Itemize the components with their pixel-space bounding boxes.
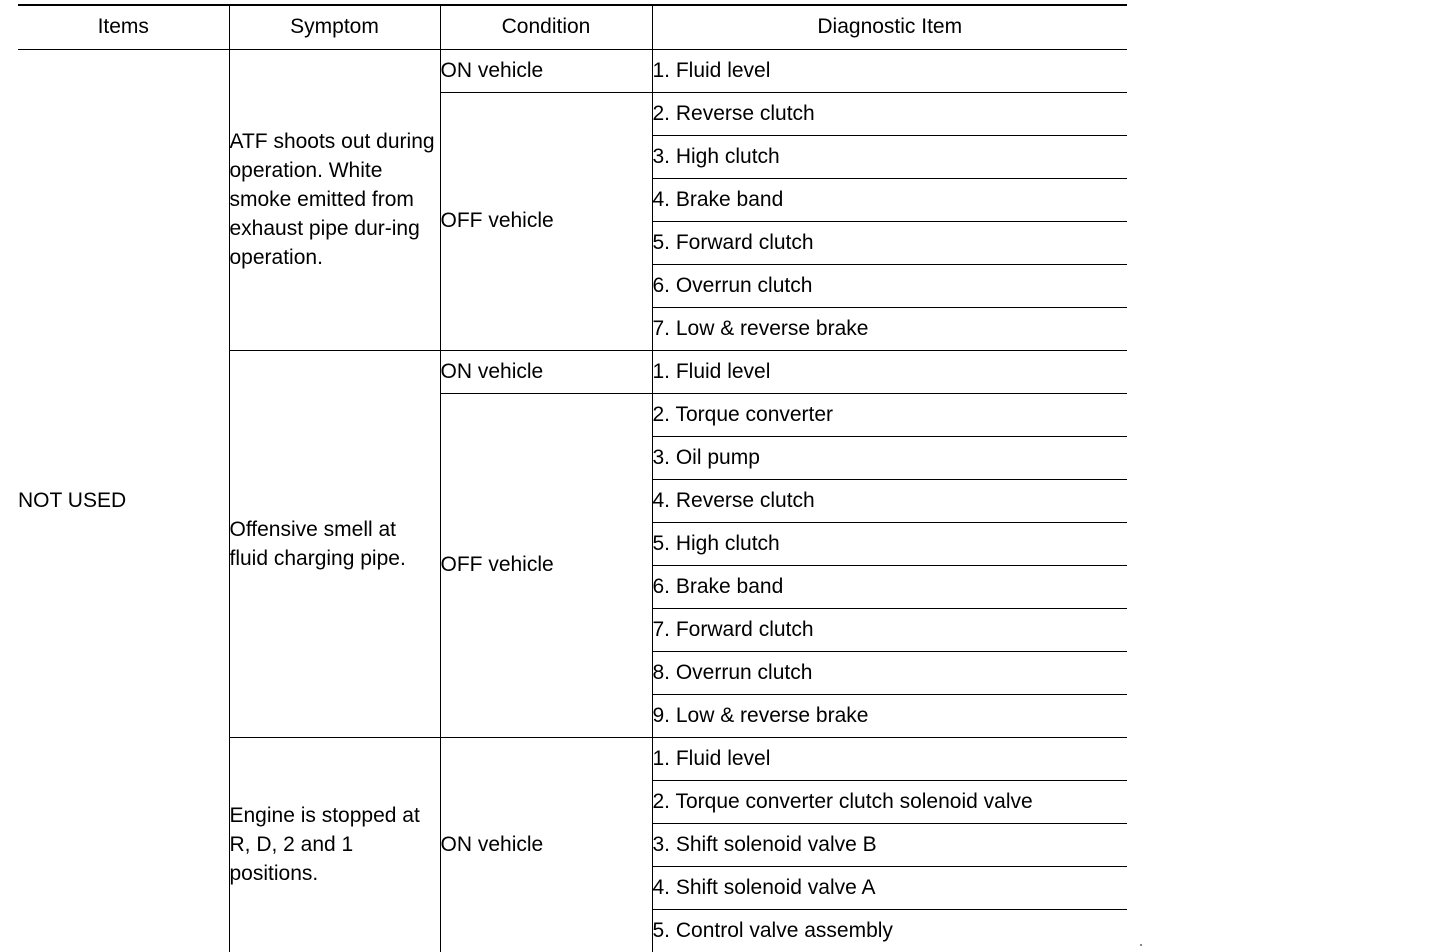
diagnostic-item-cell: 3. Shift solenoid valve B [652,823,1127,866]
header-symptom: Symptom [229,5,440,49]
symptom-cell: Offensive smell at fluid charging pipe. [229,350,440,737]
diagnostic-item-cell: 5. High clutch [652,522,1127,565]
table-row [18,49,1127,92]
diagnostic-item-cell: 6. Brake band [652,565,1127,608]
diagnostic-item-cell: 1. Fluid level [652,737,1127,780]
diagnostic-item-cell: 6. Overrun clutch [652,264,1127,307]
diagnostic-item-cell: 4. Brake band [652,178,1127,221]
diagnostic-item-cell: 2. Torque converter clutch solenoid valve [652,780,1127,823]
condition-cell: ON vehicle [440,49,652,92]
diagnostic-item-cell: 1. Fluid level [652,350,1127,393]
header-diagnostic-item: Diagnostic Item [652,5,1127,49]
condition-cell: ON vehicle [440,737,652,952]
symptom-cell: ATF shoots out during operation. White smoke emitted from exhaust pipe dur-ing operation. [229,49,440,350]
diagnostic-item-cell: 3. High clutch [652,135,1127,178]
diagnostic-item-cell: 3. Oil pump [652,436,1127,479]
diagnostic-item-cell: 4. Reverse clutch [652,479,1127,522]
diagnostic-item-cell: 5. Forward clutch [652,221,1127,264]
condition-cell: OFF vehicle [440,393,652,737]
items-cell: NOT USED [18,488,127,512]
diagnostic-table [18,4,1127,952]
condition-cell: OFF vehicle [440,92,652,350]
diagnostic-item-cell: 1. Fluid level [652,49,1127,92]
diagnostic-item-cell: 5. Control valve assembly [652,909,1127,952]
header-row [18,5,1127,49]
header-condition: Condition [440,5,652,49]
diagnostic-item-cell: 2. Reverse clutch [652,92,1127,135]
diagnostic-item-cell: 7. Forward clutch [652,608,1127,651]
header-items: Items [18,5,229,49]
diagnostic-item-cell: 7. Low & reverse brake [652,307,1127,350]
diagnostic-item-cell: 8. Overrun clutch [652,651,1127,694]
diagnostic-item-cell: 9. Low & reverse brake [652,694,1127,737]
diagnostic-item-cell: 2. Torque converter [652,393,1127,436]
condition-cell: ON vehicle [440,350,652,393]
table-body [18,49,1127,952]
diagnostic-item-cell: 4. Shift solenoid valve A [652,866,1127,909]
symptom-cell: Engine is stopped at R, D, 2 and 1 positions. [229,737,440,952]
scan-artifact-dot [1140,944,1142,946]
